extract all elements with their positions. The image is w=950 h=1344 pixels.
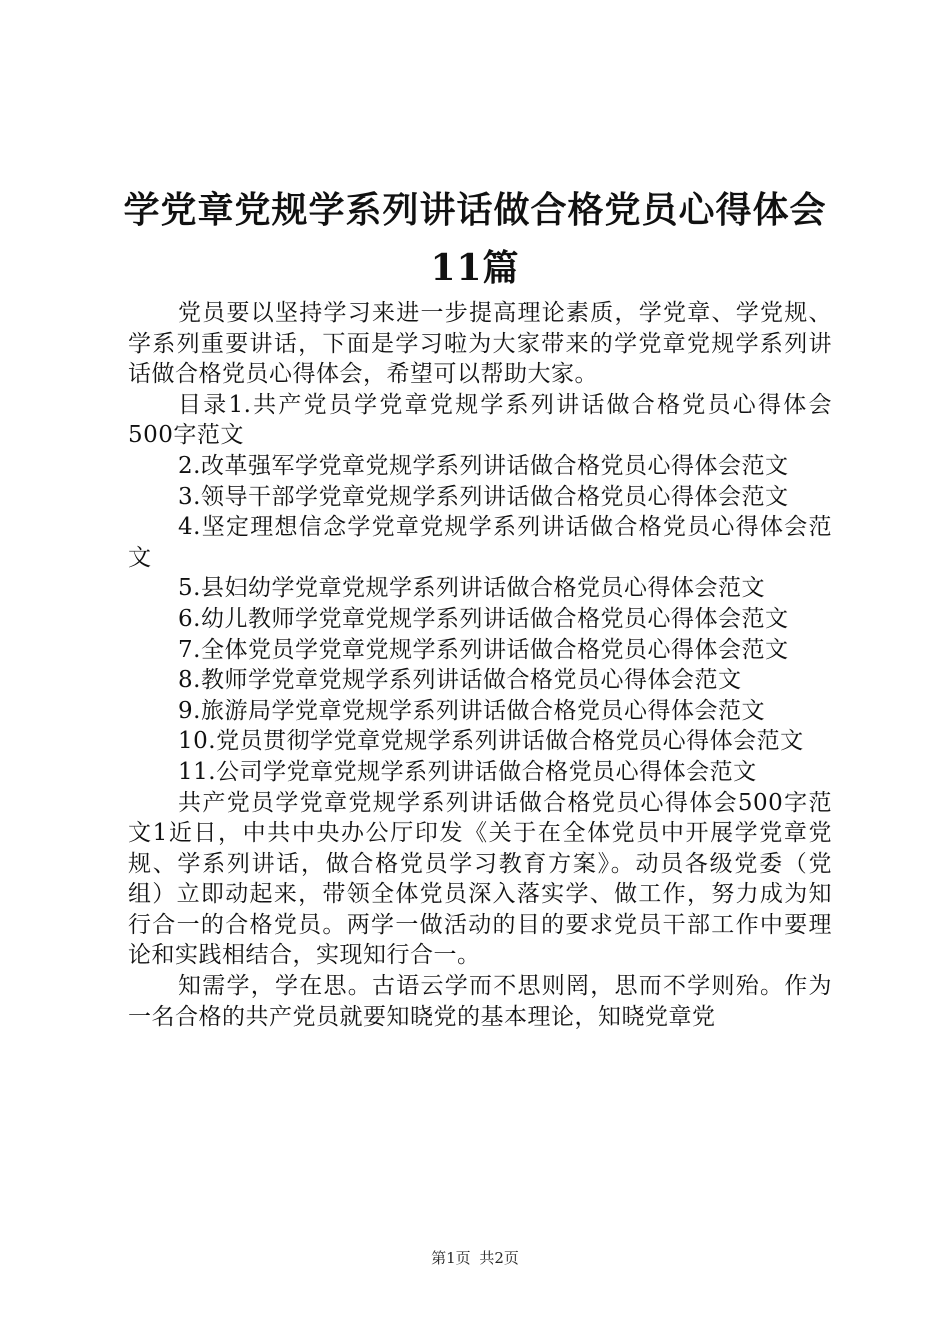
toc-item: 7.全体党员学党章党规学系列讲话做合格党员心得体会范文 (178, 636, 789, 663)
toc-item: 11.公司学党章党规学系列讲话做合格党员心得体会范文 (178, 758, 757, 785)
toc-item: 8.教师学党章党规学系列讲话做合格党员心得体会范文 (178, 667, 742, 694)
document-body (128, 298, 832, 1032)
page-total: 共2页 (479, 1249, 519, 1267)
document-title-count: 11篇 (430, 247, 520, 289)
toc-item: 2.改革强军学党章党规学系列讲话做合格党员心得体会范文 (178, 452, 789, 479)
intro-paragraph: 党员要以坚持学习来进一步提高理论素质，学党章、学党规、学系列重要讲话，下面是学习啦为大家带来的学党章党规学系列讲话做合格党员心得体会，希望可以帮助大家。 (128, 300, 832, 388)
document-title: 学党章党规学系列讲话做合格党员心得体会 (123, 189, 827, 231)
toc-item: 10.党员贯彻学党章党规学系列讲话做合格党员心得体会范文 (178, 728, 804, 755)
toc-item: 5.县妇幼学党章党规学系列讲话做合格党员心得体会范文 (178, 575, 765, 602)
toc-item: 6.幼儿教师学党章党规学系列讲话做合格党员心得体会范文 (178, 605, 789, 632)
toc-item: 4.坚定理想信念学党章党规学系列讲话做合格党员心得体会范文 (128, 514, 832, 571)
toc-item: 9.旅游局学党章党规学系列讲话做合格党员心得体会范文 (178, 697, 765, 724)
toc-item: 目录1.共产党员学党章党规学系列讲话做合格党员心得体会500字范文 (128, 391, 832, 449)
page-footer (0, 1247, 950, 1268)
body-paragraph: 知需学，学在思。古语云学而不思则罔，思而不学则殆。作为一名合格的共产党员就要知晓党的基本理论，知晓党章党 (128, 973, 832, 1030)
page-number: 第1页 (431, 1249, 471, 1267)
body-paragraph: 共产党员学党章党规学系列讲话做合格党员心得体会500字范文1近日，中共中央办公厅印发《关于在全体党员中开展学党章党规、学系列讲话，做合格党员学习教育方案》。动员各级党委（党组）立即动起来，带领全体党员深入落实学、做工作，努力成为知行合一的合格党员。两学一做活动的目的要求党员干部工作中要理论和实践相结合，实现知行合一。 (128, 789, 832, 969)
toc-item: 3.领导干部学党章党规学系列讲话做合格党员心得体会范文 (178, 483, 789, 510)
